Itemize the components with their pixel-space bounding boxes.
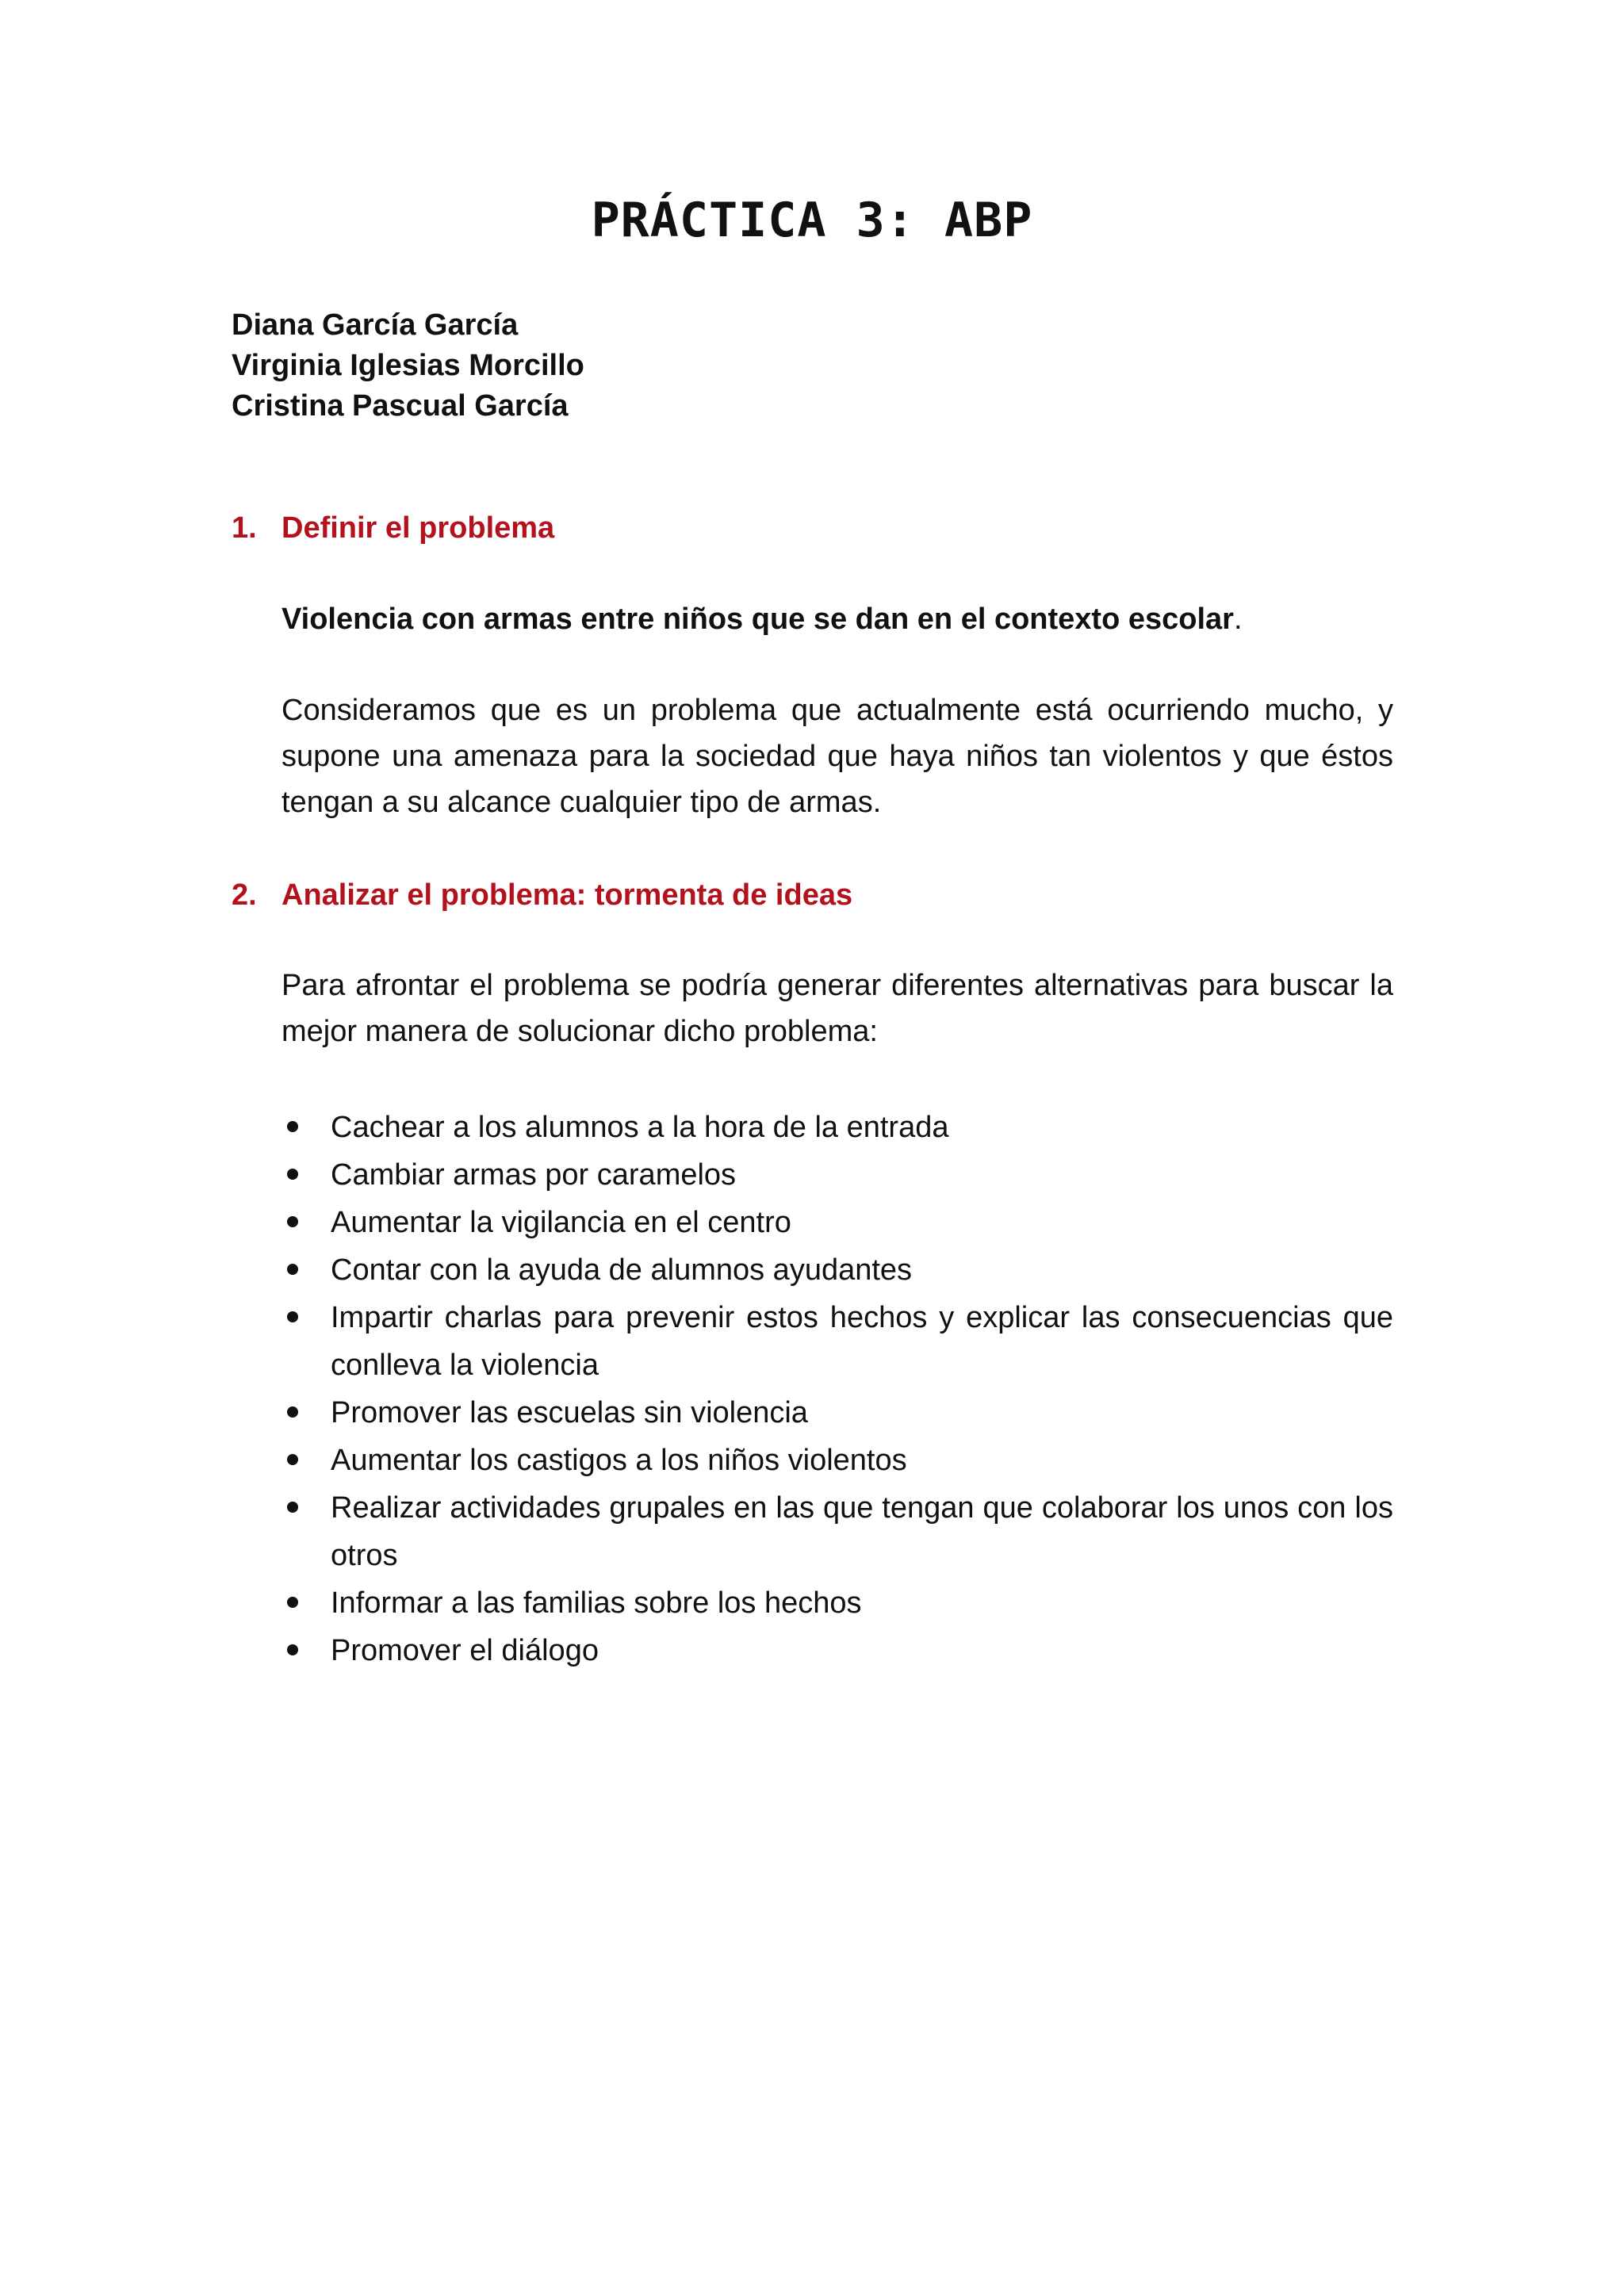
list-item	[282, 1484, 1393, 1579]
author-list	[232, 305, 584, 427]
section-title: Definir el problema	[282, 511, 555, 545]
list-item	[282, 1151, 1393, 1199]
problem-statement	[282, 596, 1393, 642]
section-title: Analizar el problema: tormenta de ideas	[282, 878, 853, 912]
bullet-icon	[287, 1216, 298, 1227]
bullet-icon	[287, 1597, 298, 1608]
list-item	[282, 1437, 1393, 1484]
list-item	[282, 1294, 1393, 1389]
section-1-paragraph: Consideramos que es un problema que actualmente está ocurriendo mucho, y supone una amenaza para la sociedad que haya niños tan violentos y que éstos tengan a su alcance cualquier tipo de armas.	[282, 694, 1393, 819]
list-item	[282, 1579, 1393, 1627]
list-item-text: Cachear a los alumnos a la hora de la entrada	[331, 1111, 949, 1144]
bullet-icon	[287, 1644, 298, 1655]
list-item-text: Promover las escuelas sin violencia	[331, 1396, 808, 1429]
section-2-intro: Para afrontar el problema se podría generar diferentes alternativas para buscar la mejor manera de solucionar dicho problema:	[282, 969, 1393, 1048]
bullet-icon	[287, 1454, 298, 1465]
list-item-text: Aumentar la vigilancia en el centro	[331, 1206, 791, 1239]
list-item-text: Informar a las familias sobre los hechos	[331, 1586, 862, 1620]
list-item	[282, 1104, 1393, 1151]
document-title: PRÁCTICA 3: ABP	[591, 193, 1033, 248]
bullet-icon	[287, 1264, 298, 1275]
list-item-text: Cambiar armas por caramelos	[331, 1158, 737, 1192]
list-item-text: Contar con la ayuda de alumnos ayudantes	[331, 1253, 913, 1287]
list-item-text: Realizar actividades grupales en las que tengan que colaborar los unos con los otros	[331, 1491, 1393, 1572]
author-name: Virginia Iglesias Morcillo	[232, 349, 584, 382]
ideas-list	[282, 1104, 1393, 1674]
author-name: Diana García García	[232, 308, 519, 342]
problem-statement-period: .	[1233, 603, 1243, 636]
bullet-icon	[287, 1311, 298, 1322]
list-item	[282, 1246, 1393, 1294]
bullet-icon	[287, 1121, 298, 1132]
section-1-heading	[232, 507, 554, 549]
section-2-heading	[232, 874, 852, 916]
problem-statement-text: Violencia con armas entre niños que se dan en el contexto escolar	[282, 603, 1234, 636]
bullet-icon	[287, 1169, 298, 1180]
list-item	[282, 1199, 1393, 1246]
author-name: Cristina Pascual García	[232, 389, 569, 423]
section-number: 2.	[232, 878, 257, 912]
bullet-icon	[287, 1406, 298, 1418]
section-number: 1.	[232, 511, 257, 545]
list-item-text: Aumentar los castigos a los niños violentos	[331, 1444, 907, 1477]
list-item	[282, 1389, 1393, 1437]
list-item-text: Promover el diálogo	[331, 1634, 599, 1667]
list-item	[282, 1627, 1393, 1674]
bullet-icon	[287, 1502, 298, 1513]
list-item-text: Impartir charlas para prevenir estos hechos y explicar las consecuencias que conlleva la violencia	[331, 1301, 1393, 1382]
